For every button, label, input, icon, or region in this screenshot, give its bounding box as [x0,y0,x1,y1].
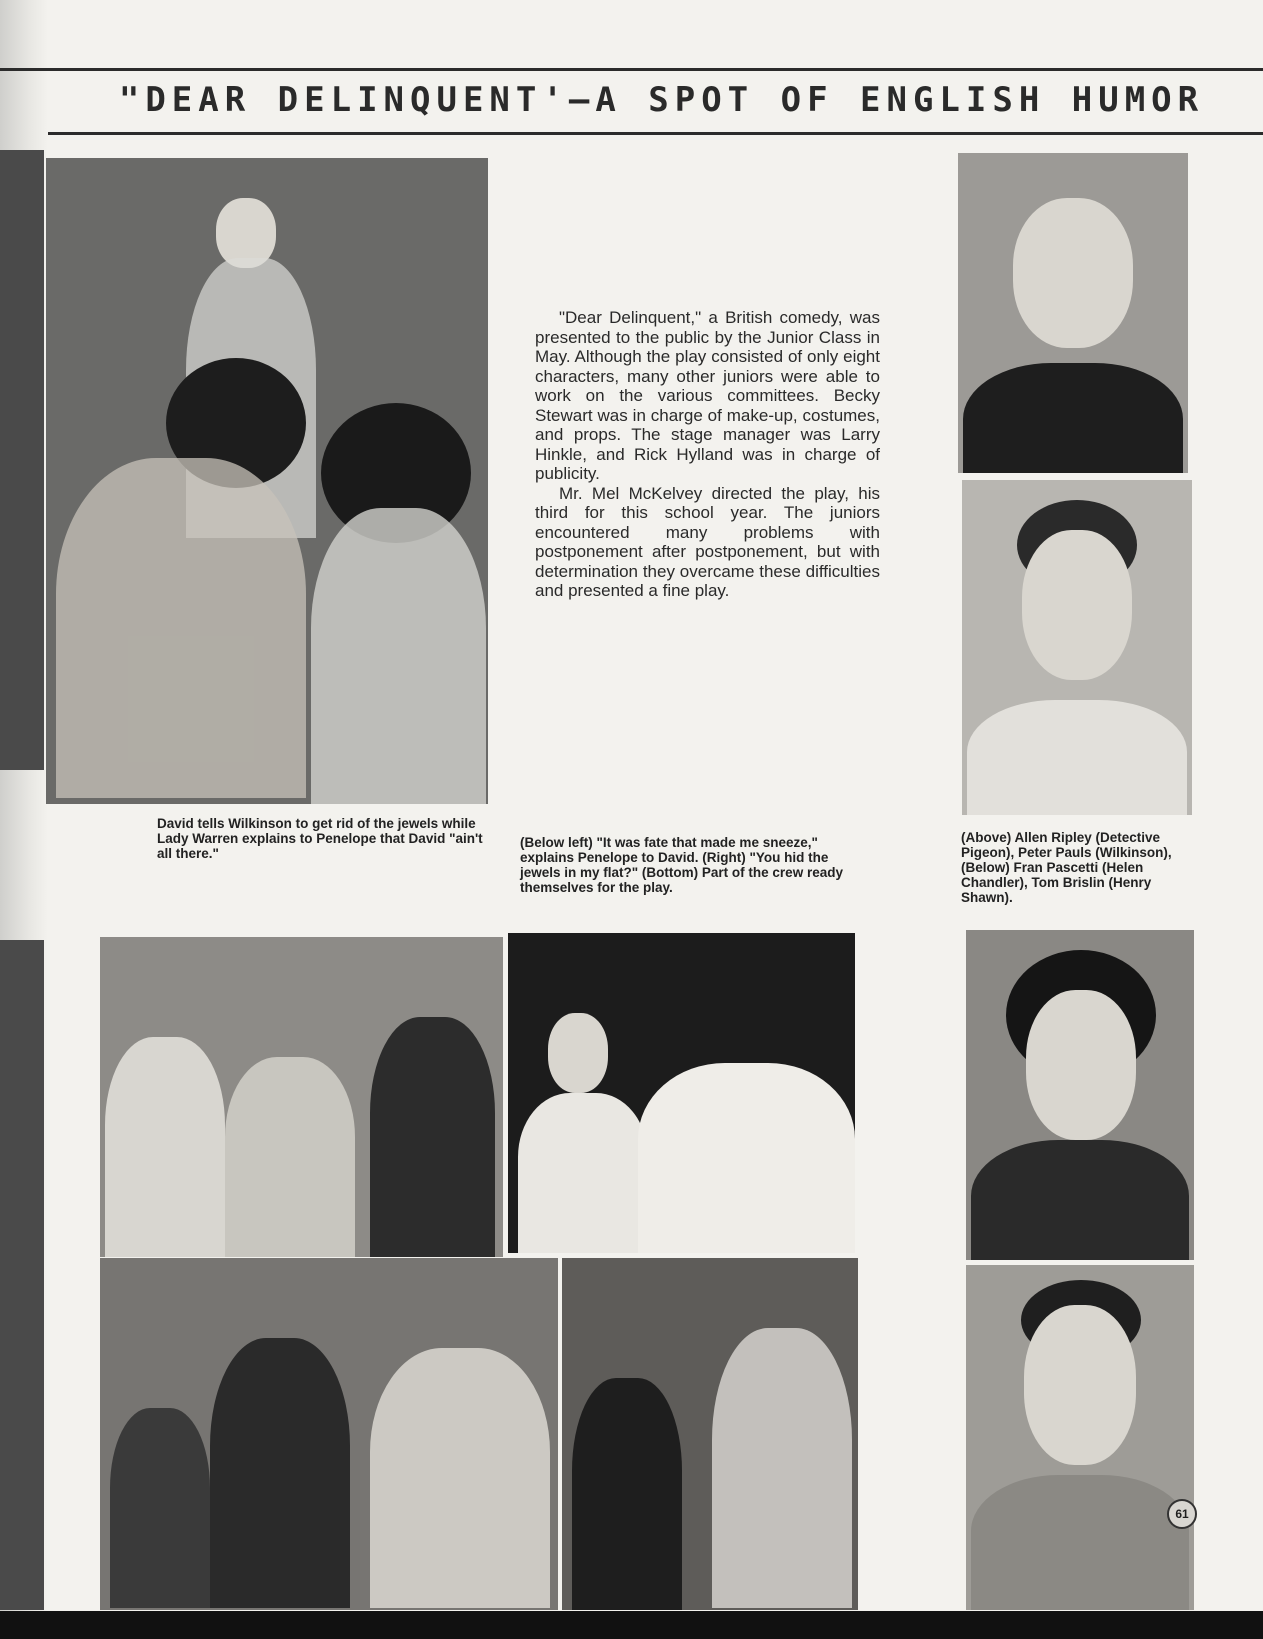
photo-figure [548,1013,608,1093]
portrait-face [1026,990,1136,1140]
binding-strip-top [0,150,44,770]
photo-figure [712,1328,852,1608]
portrait-dress [971,1140,1189,1260]
portrait-face [1024,1305,1136,1465]
photo-main-scene [46,158,488,804]
photo-figure [572,1378,682,1610]
photo-jewels-flat [508,933,855,1253]
portrait-peter-pauls [962,480,1192,815]
portrait-face [1022,530,1132,680]
photo-crew-left [100,1258,558,1610]
article-paragraph: Mr. Mel McKelvey directed the play, his third for this school year. The juniors encountered many problems with postponement after postponement, but with determination they overcame these difficulties and presented a fine play. [535,483,880,600]
photo-figure [311,508,486,804]
caption-lower-photos: (Below left) "It was fate that made me sneeze," explains Penelope to David. (Right) "You hid the jewels in my flat?" (Bottom) Part of the crew ready themselves for the play. [520,835,843,895]
photo-figure [225,1057,355,1257]
portrait-shirt [971,1475,1189,1610]
photo-figure [638,1063,855,1253]
photo-figure [518,1093,648,1253]
photo-figure [210,1338,350,1608]
article-body [535,308,880,601]
photo-figure [370,1348,550,1608]
portrait-face [1013,198,1133,348]
photo-figure [105,1037,225,1257]
portrait-shirt [967,700,1187,815]
portrait-allen-ripley [958,153,1188,473]
portrait-fran-pascetti [966,930,1194,1260]
photo-penelope-sneeze [100,937,503,1257]
bottom-edge [0,1611,1263,1639]
portrait-jacket [963,363,1183,473]
page-title: "DEAR DELINQUENT'—A SPOT OF ENGLISH HUMOR [118,80,1205,120]
title-underline [48,132,1263,135]
article-paragraph: "Dear Delinquent," a British comedy, was presented to the public by the Junior Class in May. Although the play consisted of only eight characters, many other juniors were able to work on the various committees. Becky Stewart was in charge of make-up, costumes, and props. The stage manager was Larry Hinkle, and Rick Hylland was in charge of publicity. [535,308,880,483]
page-number: 61 [1167,1499,1197,1529]
binding-strip-bottom [0,940,44,1610]
photo-figure [56,458,306,798]
portrait-tom-brislin [966,1265,1194,1610]
photo-figure [110,1408,210,1608]
photo-crew-right [562,1258,858,1610]
caption-main-photo: David tells Wilkinson to get rid of the jewels while Lady Warren explains to Penelope that David "ain't all there." [157,816,483,861]
photo-figure [370,1017,495,1257]
top-rule [0,68,1263,71]
caption-portraits: (Above) Allen Ripley (Detective Pigeon), Peter Pauls (Wilkinson), (Below) Fran Pascetti (Helen Chandler), Tom Brislin (Henry Shawn). [961,830,1172,905]
